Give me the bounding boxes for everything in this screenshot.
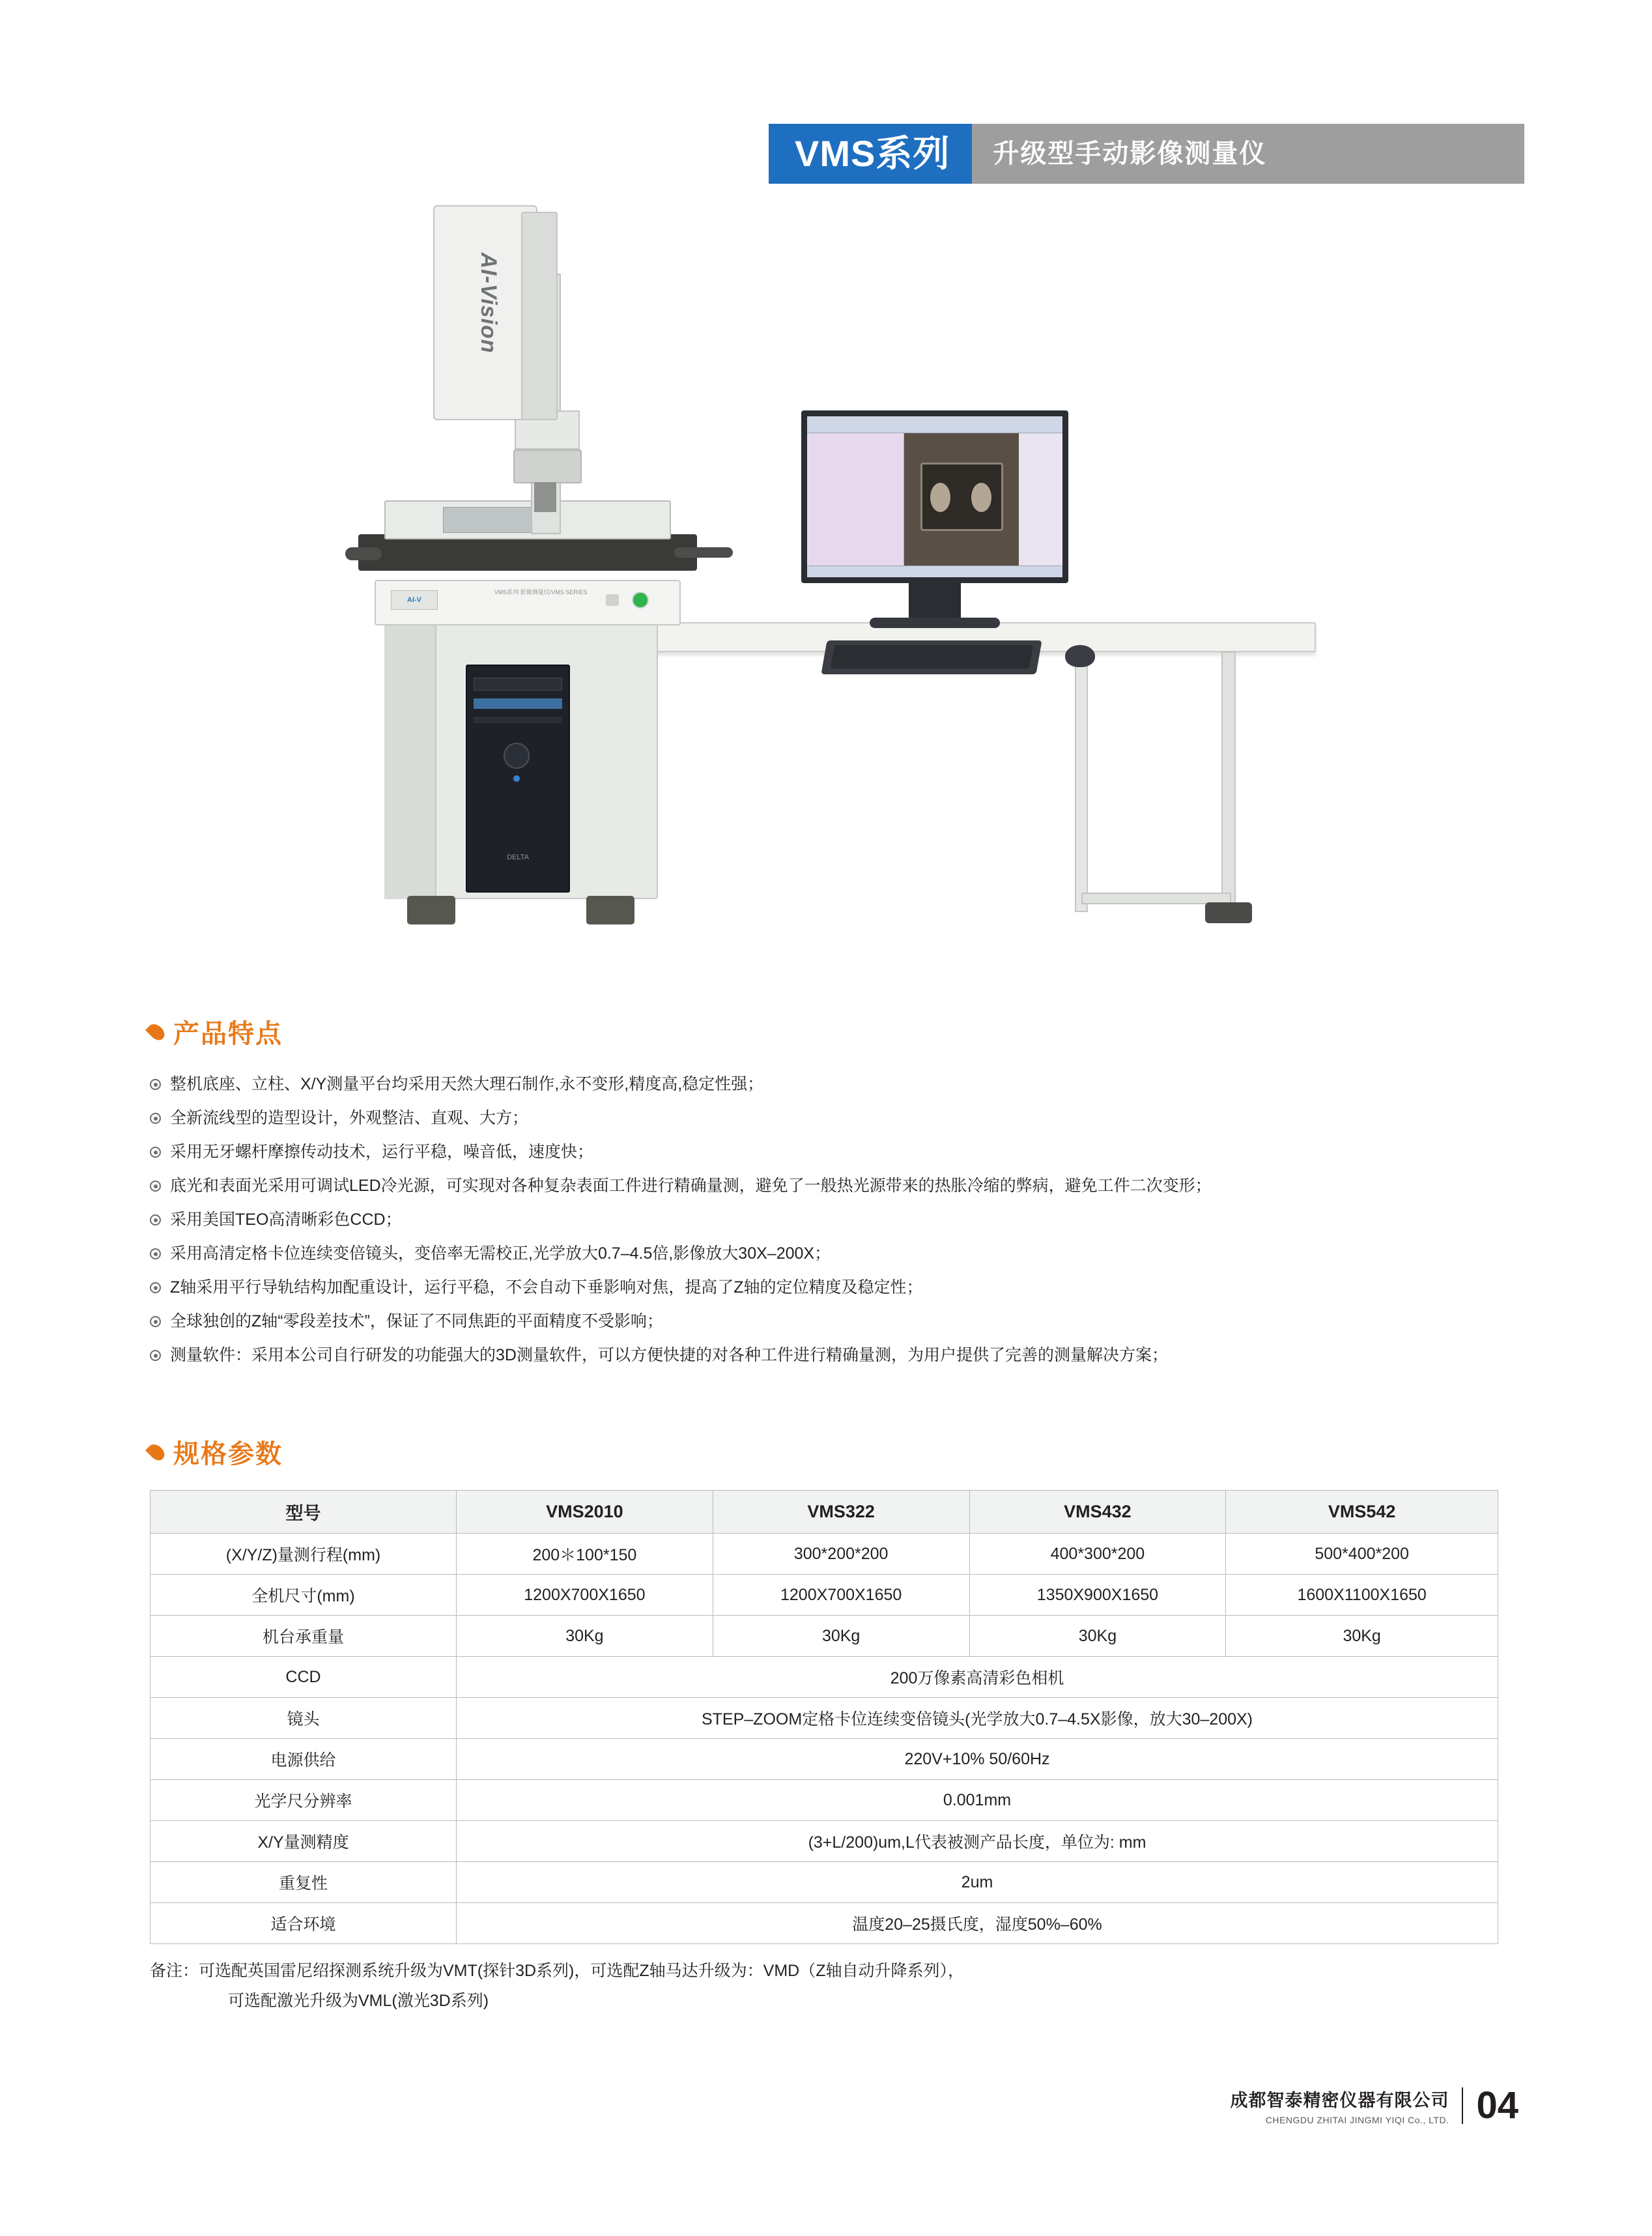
pc-optical-drive: [474, 678, 562, 691]
spec-table-head: [150, 1491, 1498, 1534]
features-section: [150, 1013, 1518, 1372]
cell: 30Kg: [457, 1616, 713, 1657]
company-block: [1230, 2086, 1449, 2125]
list-item: [150, 1270, 1518, 1304]
table-row: [150, 1739, 1498, 1780]
cell: STEP–ZOOM定格卡位连续变倍镜头(光学放大0.7–4.5X影像，放大30–200X): [457, 1698, 1498, 1739]
list-item: [150, 1203, 1518, 1237]
granite-stage: [358, 534, 697, 571]
software-status-bar: [807, 566, 1062, 577]
table-row: [150, 1698, 1498, 1739]
cell: 1350X900X1650: [969, 1575, 1226, 1616]
feature-text: Z轴采用平行导轨结构加配重设计，运行平稳，不会自动下垂影响对焦，提高了Z轴的定位精度及稳定性；: [170, 1278, 923, 1297]
spec-table: [150, 1490, 1498, 1944]
desk-foot: [1205, 902, 1252, 923]
bullet-icon: [150, 1282, 161, 1293]
features-list: [150, 1067, 1518, 1372]
spec-section-title: [150, 1433, 1518, 1470]
list-item: [150, 1067, 1518, 1101]
cell: 200万像素高清彩色相机: [457, 1657, 1498, 1698]
cell: 220V+10% 50/60Hz: [457, 1739, 1498, 1780]
spec-note-line-1: 备注：可选配英国雷尼绍探测系统升级为VMT(探针3D系列)，可选配Z轴马达升级为：VMD（Z轴自动升降系列），: [150, 1962, 964, 1980]
feature-text: 底光和表面光采用可调试LED冷光源，可实现对各种复杂表面工件进行精确量测，避免了一般热光源带来的热胀冷缩的弊病，避免工件二次变形；: [170, 1177, 1212, 1195]
cell: 500*400*200: [1226, 1534, 1498, 1575]
features-title-text: 产品特点: [173, 1020, 283, 1048]
z-axis-head: [513, 450, 582, 483]
features-section-title: [150, 1013, 1518, 1050]
zoom-lens: [534, 482, 556, 512]
monitor: [801, 410, 1068, 583]
cell: 0.001mm: [457, 1780, 1498, 1821]
list-item: [150, 1101, 1518, 1135]
cell: 30Kg: [713, 1616, 969, 1657]
spec-note: [150, 1956, 1518, 2016]
monitor-base: [870, 618, 1000, 628]
pc-led-icon: [513, 775, 520, 782]
page-number: 04: [1476, 2084, 1518, 2127]
product-photo: [345, 195, 1322, 964]
list-item: [150, 1237, 1518, 1270]
monitor-screen: [807, 416, 1062, 577]
software-workspace: [807, 433, 1062, 566]
cell: 200＊100*150: [457, 1534, 713, 1575]
spec-table-body: [150, 1534, 1498, 1944]
pc-front-panel-strip: [474, 698, 562, 709]
camera-brand-label: AI-Vision: [476, 252, 501, 354]
desk-leg-rear: [1075, 652, 1088, 912]
cell: 30Kg: [969, 1616, 1226, 1657]
table-row: [150, 1657, 1498, 1698]
bullet-icon: [150, 1079, 161, 1090]
row-label: 光学尺分辨率: [150, 1780, 457, 1821]
pc-front-vent: [474, 717, 562, 723]
row-label: CCD: [150, 1657, 457, 1698]
bullet-icon: [150, 1113, 161, 1124]
software-left-panel: [807, 433, 904, 566]
feature-text: 测量软件：采用本公司自行研发的功能强大的3D测量软件，可以方便快捷的对各种工件进行精确量测，为用户提供了完善的测量解决方案；: [170, 1346, 1168, 1364]
table-row: [150, 1821, 1498, 1862]
stage-handle-right: [674, 547, 733, 558]
column-header: VMS542: [1226, 1491, 1498, 1534]
bullet-icon: [150, 1181, 161, 1192]
spec-note-line-2: 可选配激光升级为VML(激光3D系列): [228, 1992, 489, 2010]
cell: 400*300*200: [969, 1534, 1226, 1575]
bullet-icon: [150, 1350, 161, 1361]
row-label: (X/Y/Z)量测行程(mm): [150, 1534, 457, 1575]
feature-text: 采用高清定格卡位连续变倍镜头，变倍率无需校正,光学放大0.7–4.5倍,影像放大30X–200X；: [170, 1244, 831, 1263]
bullet-icon: [150, 1316, 161, 1327]
machine-foot-left: [407, 896, 455, 924]
cell: 1600X1100X1650: [1226, 1575, 1498, 1616]
part-hole-right: [971, 483, 991, 513]
row-label: X/Y量测精度: [150, 1821, 457, 1862]
table-row: [150, 1534, 1498, 1575]
machine-brand-plate: AI-V: [391, 590, 438, 610]
column-header: VMS2010: [457, 1491, 713, 1534]
desk-leg-front: [1221, 652, 1236, 909]
machine-power-button: [632, 592, 649, 609]
feature-text: 采用美国TEO高清晰彩色CCD；: [170, 1211, 402, 1229]
spec-table-wrapper: [150, 1490, 1518, 2016]
keyboard-keys: [831, 645, 1033, 668]
header-banner: [769, 124, 1524, 184]
company-name-cn: 成都智泰精密仪器有限公司: [1230, 2091, 1449, 2110]
pc-brand-label: DELTA: [507, 853, 529, 861]
software-right-panel: [1019, 433, 1062, 566]
cell: 温度20–25摄氏度，湿度50%–60%: [457, 1903, 1498, 1944]
software-image-view: [904, 433, 1019, 566]
footer-divider: [1462, 2087, 1463, 2124]
row-label: 机台承重量: [150, 1616, 457, 1657]
list-item: [150, 1135, 1518, 1169]
cell: 30Kg: [1226, 1616, 1498, 1657]
row-label: 适合环境: [150, 1903, 457, 1944]
table-row: [150, 1780, 1498, 1821]
table-row: [150, 1903, 1498, 1944]
spec-section: [150, 1433, 1518, 2016]
cell: 300*200*200: [713, 1534, 969, 1575]
cell: 1200X700X1650: [713, 1575, 969, 1616]
spec-title-text: 规格参数: [173, 1440, 283, 1469]
cell: 1200X700X1650: [457, 1575, 713, 1616]
list-item: [150, 1169, 1518, 1203]
cell: 2um: [457, 1862, 1498, 1903]
monitor-stand: [909, 583, 961, 621]
pc-power-button: [504, 743, 530, 769]
table-row: [150, 1575, 1498, 1616]
feature-text: 全新流线型的造型设计，外观整洁、直观、大方；: [170, 1109, 529, 1127]
droplet-icon: [145, 1441, 167, 1463]
machine-panel-button: [606, 594, 619, 606]
column-header: 型号: [150, 1491, 457, 1534]
column-header: VMS322: [713, 1491, 969, 1534]
machine-panel-text: VMS系列 影像测量仪/VMS SERIES: [494, 589, 588, 595]
list-item: [150, 1304, 1518, 1338]
measured-part-image: [920, 463, 1003, 532]
cell: (3+L/200)um,L代表被测产品长度，单位为: mm: [457, 1821, 1498, 1862]
part-hole-left: [930, 483, 950, 513]
table-row: [150, 1862, 1498, 1903]
software-toolbar: [807, 416, 1062, 433]
bullet-icon: [150, 1248, 161, 1259]
droplet-icon: [145, 1021, 167, 1043]
table-header-row: [150, 1491, 1498, 1534]
row-label: 重复性: [150, 1862, 457, 1903]
feature-text: 全球独创的Z轴“零段差技术”，保证了不同焦距的平面精度不受影响；: [170, 1312, 663, 1330]
bullet-icon: [150, 1147, 161, 1158]
row-label: 全机尺寸(mm): [150, 1575, 457, 1616]
mouse: [1065, 645, 1095, 667]
feature-text: 采用无牙螺杆摩擦传动技术，运行平稳，噪音低，速度快；: [170, 1143, 594, 1161]
row-label: 镜头: [150, 1698, 457, 1739]
table-row: [150, 1616, 1498, 1657]
bullet-icon: [150, 1214, 161, 1226]
stage-handle-left: [345, 547, 382, 560]
machine-foot-right: [586, 896, 634, 924]
series-title: VMS系列: [769, 124, 972, 184]
page-footer: [1230, 2086, 1518, 2125]
feature-text: 整机底座、立柱、X/Y测量平台均采用天然大理石制作,永不变形,精度高,稳定性强；: [170, 1075, 764, 1093]
machine-cabinet-side: [384, 619, 436, 899]
series-subtitle: 升级型手动影像测量仪: [972, 124, 1524, 184]
row-label: 电源供给: [150, 1739, 457, 1780]
company-name-en: CHENGDU ZHITAI JINGMI YIQI Co., LTD.: [1265, 2115, 1449, 2125]
column-header: VMS432: [969, 1491, 1226, 1534]
list-item: [150, 1338, 1518, 1372]
